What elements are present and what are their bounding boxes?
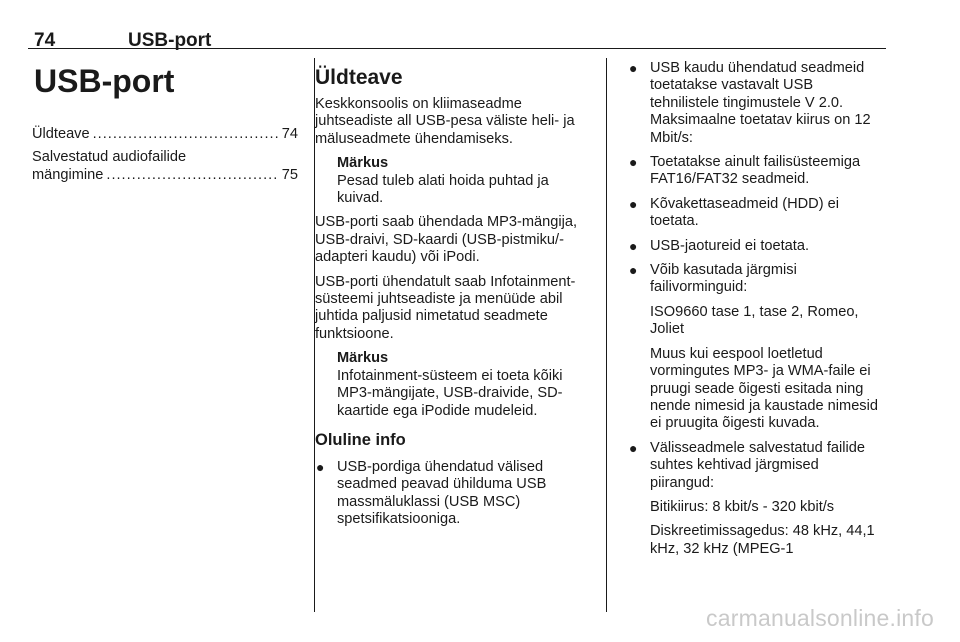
toc-entry-title-line1[interactable]: Salvestatud audiofailide — [32, 149, 187, 166]
paragraph-control: USB-porti ühendatult saab Infotainment-süsteemi juhtseadiste ja menüüde abil juhtida paljusid nimetatud seadmete funktsioone. — [315, 273, 576, 342]
subsection-title: Oluline info — [315, 430, 406, 449]
note-text: Infotainment-süsteem ei toeta kõiki MP3-mängijate, USB-draivide, SD-kaartide ega iPodide mudeleid. — [337, 367, 563, 419]
list-item — [628, 60, 886, 147]
list-item — [628, 196, 886, 231]
note-title: Märkus — [337, 155, 389, 172]
toc-entry-general[interactable] — [32, 126, 298, 143]
bullet-icon: ● — [629, 154, 638, 171]
list-item-subparagraph: Bitikiirus: 8 kbit/s - 320 kbit/s — [650, 498, 835, 515]
note-text: Pesad tuleb alati hoida puhtad ja kuivad. — [337, 172, 549, 207]
intro-paragraph: Keskkonsoolis on kliimaseadme juhtseadiste all USB-pesa väliste heli- ja mäluseadmete ühendamiseks. — [315, 96, 575, 147]
list-item-text: Kõvakettaseadmeid (HDD) ei toetata. — [650, 195, 839, 230]
toc-entry-playing-saved-audio[interactable] — [32, 149, 298, 184]
chapter-title: USB-port — [34, 63, 175, 99]
toc-entry-page[interactable]: 74 — [281, 126, 298, 142]
bullet-list — [315, 459, 595, 529]
paragraph-connect: USB-porti saab ühendada MP3-mängija, USB-draivi, SD-kaardi (USB-pistmiku/-adapteri kaudu) või iPodi. — [315, 214, 578, 266]
bullet-list — [628, 60, 886, 558]
list-item-text: USB kaudu ühendatud seadmeid toetatakse vastavalt USB tehnilistele tingimustele V 2.0. Maksimaalne toetatav kiirus on 12 Mbit/s: — [650, 60, 871, 146]
list-item-text: USB-jaotureid ei toetata. — [650, 237, 809, 254]
middle-column — [315, 60, 595, 536]
column-divider-right — [606, 58, 607, 612]
bullet-icon: ● — [629, 262, 638, 279]
list-item — [628, 262, 886, 433]
toc-leader-dots — [93, 126, 279, 143]
list-item — [628, 440, 886, 558]
bullet-icon: ● — [629, 439, 638, 456]
list-item-subparagraph: ISO9660 tase 1, tase 2, Romeo, Joliet — [650, 303, 859, 338]
list-item-text: USB-pordiga ühendatud välised seadmed peavad ühilduma USB massmäluklassi (USB MSC) spetsifikatsiooniga. — [337, 458, 547, 528]
list-item-subparagraph: Muus kui eespool loetletud vormingutes MP3- ja WMA-faile ei pruugi seade õigesti esitada ning nende nimesid ja kaustade nimesid ei pruugita õigesti kuvada. — [650, 345, 878, 432]
toc-entry-page[interactable]: 75 — [281, 166, 298, 183]
toc-entry-title[interactable]: Üldteave — [32, 126, 90, 142]
bullet-icon: ● — [629, 60, 638, 76]
note-box — [337, 350, 595, 420]
note-box — [337, 155, 595, 207]
list-item-text: Välisseadmele salvestatud failide suhtes kehtivad järgmised piirangud: — [650, 439, 865, 491]
list-item-text: Võib kasutada järgmisi failivorminguid: — [650, 262, 797, 296]
section-title: Üldteave — [315, 66, 403, 89]
bullet-icon: ● — [629, 237, 638, 254]
note-title: Märkus — [337, 350, 389, 367]
page-number: 74 — [34, 30, 56, 51]
page-header — [28, 26, 886, 49]
list-item — [628, 154, 886, 189]
bullet-icon: ● — [316, 458, 325, 475]
watermark: carmanualsonline.info — [706, 605, 934, 631]
list-item — [628, 238, 886, 255]
list-item — [315, 459, 595, 529]
bullet-icon: ● — [629, 195, 638, 212]
list-item-subparagraph: Diskreetimissagedus: 48 kHz, 44,1 kHz, 32 kHz (MPEG-1 — [650, 523, 875, 557]
left-column — [32, 60, 298, 190]
toc-entry-title-line2[interactable]: mängimine — [32, 166, 104, 183]
right-column — [628, 60, 886, 565]
toc-leader-dots — [106, 167, 278, 184]
running-title: USB-port — [128, 30, 212, 51]
list-item-text: Toetatakse ainult failisüsteemiga FAT16/FAT32 seadmeid. — [650, 154, 861, 188]
